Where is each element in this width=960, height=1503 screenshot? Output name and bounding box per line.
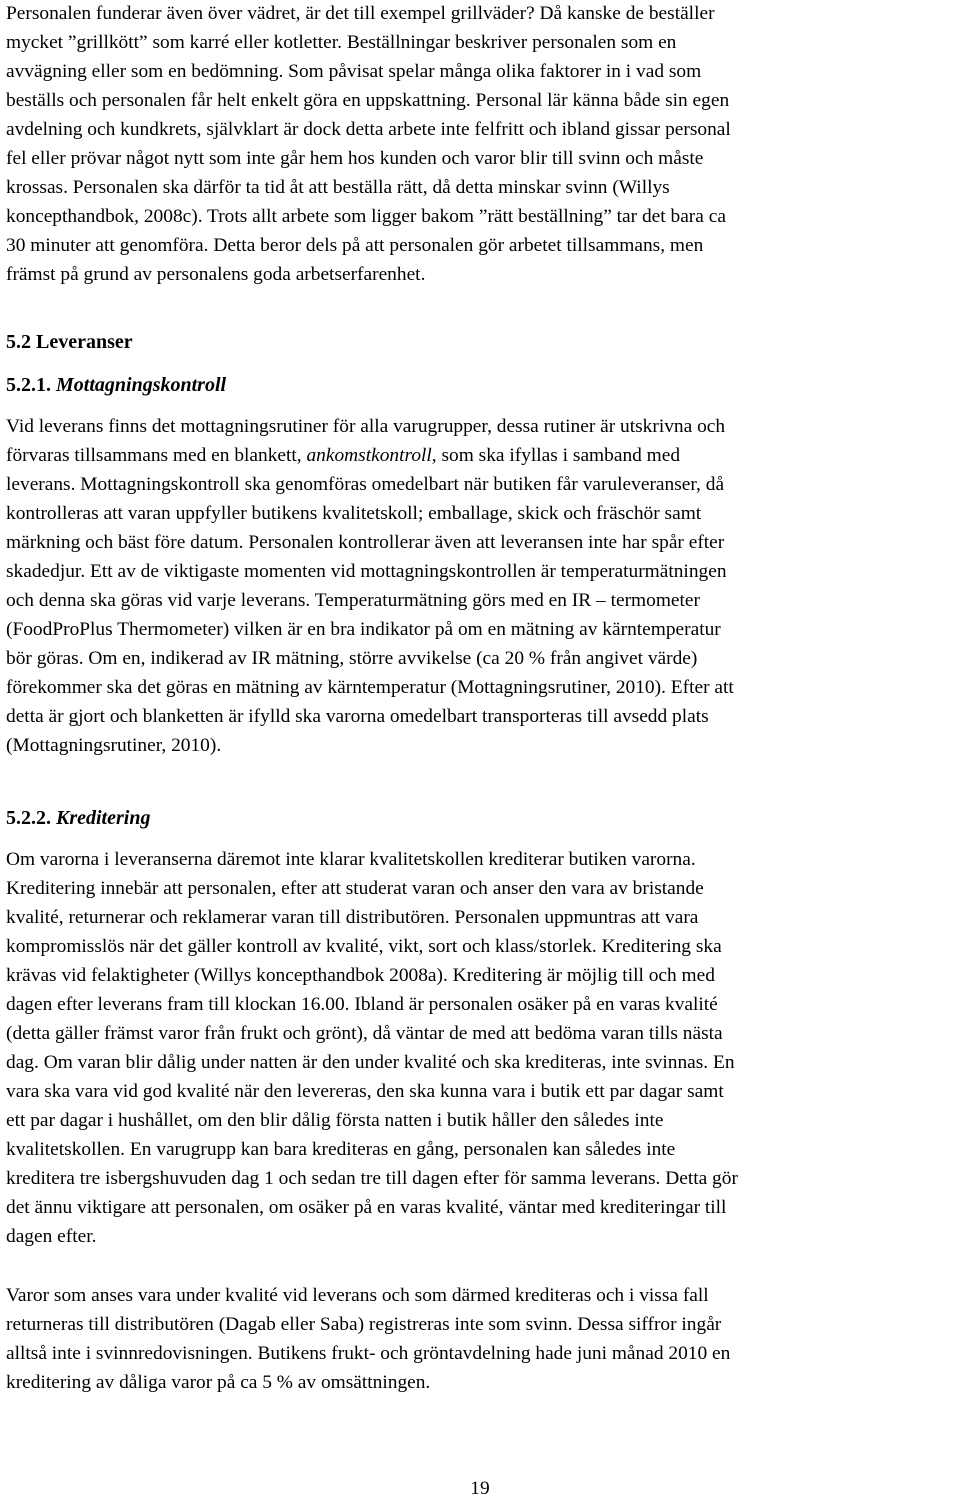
text-line: kvalité, returnerar och reklamerar varan till distributören. Personalen uppmuntras att vara <box>6 907 699 928</box>
text-line: alltså inte i svinnredovisningen. Butikens frukt- och gröntavdelning hade juni månad 2010 en <box>6 1343 731 1364</box>
text-line: avvägning eller som en bedömning. Som påvisat spelar många olika faktorer in i vad som <box>6 61 702 82</box>
text-line: främst på grund av personalens goda arbetserfarenhet. <box>6 264 426 285</box>
text-line: Kreditering innebär att personalen, efter att studerat varan och anser den vara av bristande <box>6 878 704 899</box>
text-line: 30 minuter att genomföra. Detta beror dels på att personalen gör arbetet tillsammans, men <box>6 235 704 256</box>
paragraph-kreditering <box>6 845 954 1251</box>
subsection-heading-kreditering <box>6 804 150 833</box>
paragraph-svinn <box>6 1281 954 1397</box>
text-line: (FoodProPlus Thermometer) vilken är en bra indikator på om en mätning av kärntemperatur <box>6 619 721 640</box>
text-line: dag. Om varan blir dålig under natten är den under kvalité och ska krediteras, inte svinnas. En <box>6 1052 735 1073</box>
text-line: skadedjur. Ett av de viktigaste momenten vid mottagningskontrollen är temperaturmätningen <box>6 561 727 582</box>
text-line: kreditera tre isbergshuvuden dag 1 och sedan tre till dagen efter för samma leverans. Detta gör <box>6 1168 738 1189</box>
subsection-title: Mottagningskontroll <box>56 374 227 396</box>
text-line: ett par dagar i hushållet, om den blir dålig första natten i butik håller den således inte <box>6 1110 664 1131</box>
text-line: beställs och personalen får helt enkelt göra en uppskattning. Personal lär känna både sin egen <box>6 90 730 111</box>
text-line: dagen efter leverans fram till klockan 16.00. Ibland är personalen osäker på en varas kvalité <box>6 994 718 1015</box>
text-line: krävas vid felaktigheter (Willys koncepthandbok 2008a). Kreditering är möjlig till och med <box>6 965 715 986</box>
subsection-title: Kreditering <box>56 807 151 829</box>
text-line: kreditering av dåliga varor på ca 5 % av omsättningen. <box>6 1372 431 1393</box>
paragraph-mottagningskontroll <box>6 412 954 760</box>
text-line: förekommer ska det göras en mätning av kärntemperatur (Mottagningsrutiner, 2010). Efter att <box>6 677 734 698</box>
subsection-number: 5.2.1. <box>6 374 51 396</box>
subsection-heading-mottagningskontroll <box>6 371 226 400</box>
text-line: vara ska vara vid god kvalité när den levereras, den ska kunna vara i butik ett par dagar samt <box>6 1081 724 1102</box>
text-fragment: , som ska ifyllas i samband med <box>431 445 681 466</box>
paragraph-ordering <box>6 0 954 289</box>
text-line: det ännu viktigare att personalen, om osäker på en varas kvalité, väntar med krediteringar till <box>6 1197 727 1218</box>
text-line: detta är gjort och blanketten är ifylld ska varorna omedelbart transporteras till avsedd plats <box>6 706 709 727</box>
text-line: kvalitetskollen. En varugrupp kan bara krediteras en gång, personalen kan således inte <box>6 1139 676 1160</box>
text-line: avdelning och kundkrets, självklart är dock detta arbete inte felfritt och ibland gissar personal <box>6 119 731 140</box>
text-line: mycket ”grillkött” som karré eller kotletter. Beställningar beskriver personalen som en <box>6 32 677 53</box>
text-line: Om varorna i leveranserna däremot inte klarar kvalitetskollen krediterar butiken varorna. <box>6 849 696 870</box>
page-number: 19 <box>470 1478 490 1499</box>
text-line <box>6 441 954 470</box>
text-line: bör göras. Om en, indikerad av IR mätning, större avvikelse (ca 20 % från angivet värde) <box>6 648 698 669</box>
subsection-number: 5.2.2. <box>6 807 51 829</box>
text-line: kompromisslös när det gäller kontroll av kvalité, vikt, sort och klass/storlek. Kreditering ska <box>6 936 722 957</box>
text-line: och denna ska göras vid varje leverans. Temperaturmätning görs med en IR – termometer <box>6 590 700 611</box>
text-line: Vid leverans finns det mottagningsrutiner för alla varugrupper, dessa rutiner är utskrivna och <box>6 416 726 437</box>
text-line: märkning och bäst före datum. Personalen kontrollerar även att leveransen inte har spår efter <box>6 532 725 553</box>
text-line: leverans. Mottagningskontroll ska genomföras omedelbart när butiken får varuleveranser, då <box>6 474 725 495</box>
text-line: Personalen funderar även över vädret, är det till exempel grillväder? Då kanske de beställer <box>6 3 715 24</box>
document-page <box>6 0 954 1499</box>
text-line: returneras till distributören (Dagab eller Saba) registreras inte som svinn. Dessa siffror ingår <box>6 1314 722 1335</box>
italic-term: ankomstkontroll <box>306 445 432 466</box>
text-line: Varor som anses vara under kvalité vid leverans och som därmed krediteras och i vissa fall <box>6 1285 709 1306</box>
text-line: (Mottagningsrutiner, 2010). <box>6 735 222 756</box>
text-line: fel eller prövar något nytt som inte går hem hos kunden och varor blir till svinn och måste <box>6 148 704 169</box>
text-line: koncepthandbok, 2008c). Trots allt arbete som ligger bakom ”rätt beställning” tar det bara ca <box>6 206 726 227</box>
text-fragment: förvaras tillsammans med en blankett, <box>6 445 307 466</box>
text-line: dagen efter. <box>6 1226 97 1247</box>
text-line: (detta gäller främst varor från frukt och grönt), då väntar de med att bedöma varan tills nästa <box>6 1023 723 1044</box>
text-line: kontrolleras att varan uppfyller butikens kvalitetskoll; emballage, skick och fräschör samt <box>6 503 702 524</box>
text-line: krossas. Personalen ska därför ta tid åt att beställa rätt, då detta minskar svinn (Willys <box>6 177 670 198</box>
section-heading: 5.2 Leveranser <box>6 331 133 353</box>
